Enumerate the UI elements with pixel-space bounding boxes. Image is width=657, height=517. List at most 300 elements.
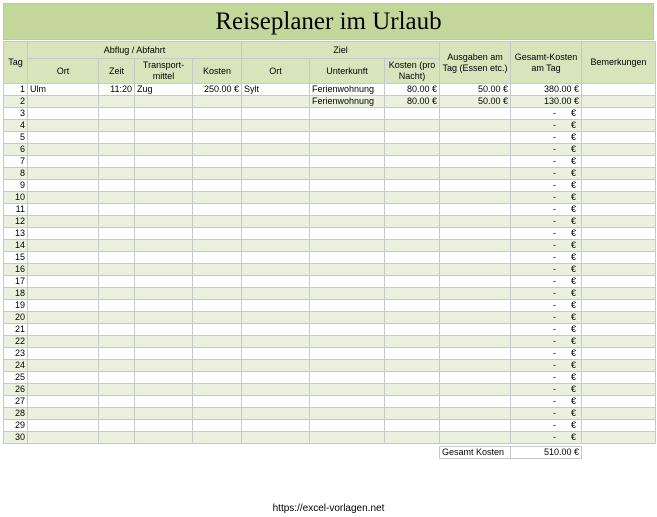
cell-ziel-ort[interactable] xyxy=(242,156,310,168)
cell-tag[interactable]: 30 xyxy=(4,432,28,444)
cell-kosten-nacht[interactable] xyxy=(385,192,440,204)
cell-transport[interactable] xyxy=(135,324,193,336)
cell-zeit[interactable] xyxy=(99,240,135,252)
cell-gesamt[interactable] xyxy=(511,192,582,204)
cell-transport[interactable] xyxy=(135,420,193,432)
cell-kosten[interactable] xyxy=(193,204,242,216)
cell-tag[interactable]: 9 xyxy=(4,180,28,192)
cell-ort[interactable] xyxy=(28,372,99,384)
cell-ausgaben[interactable] xyxy=(440,312,511,324)
cell-transport[interactable] xyxy=(135,108,193,120)
cell-kosten-nacht[interactable] xyxy=(385,312,440,324)
cell-ort[interactable] xyxy=(28,192,99,204)
cell-transport[interactable] xyxy=(135,372,193,384)
cell-zeit[interactable]: 11:20 xyxy=(99,84,135,96)
cell-ziel-ort[interactable] xyxy=(242,288,310,300)
cell-bemerkungen[interactable] xyxy=(582,360,656,372)
cell-ziel-ort[interactable] xyxy=(242,144,310,156)
cell-ausgaben[interactable] xyxy=(440,204,511,216)
cell-bemerkungen[interactable] xyxy=(582,432,656,444)
cell-bemerkungen[interactable] xyxy=(582,348,656,360)
cell-zeit[interactable] xyxy=(99,432,135,444)
cell-zeit[interactable] xyxy=(99,180,135,192)
cell-transport[interactable] xyxy=(135,168,193,180)
cell-ausgaben[interactable]: 50.00 € xyxy=(440,96,511,108)
cell-unterkunft[interactable] xyxy=(310,384,385,396)
cell-unterkunft[interactable] xyxy=(310,228,385,240)
cell-ziel-ort[interactable] xyxy=(242,420,310,432)
cell-tag[interactable]: 1 xyxy=(4,84,28,96)
cell-zeit[interactable] xyxy=(99,216,135,228)
cell-kosten-nacht[interactable] xyxy=(385,120,440,132)
cell-unterkunft[interactable] xyxy=(310,348,385,360)
cell-ziel-ort[interactable] xyxy=(242,180,310,192)
cell-gesamt[interactable] xyxy=(511,324,582,336)
cell-gesamt[interactable] xyxy=(511,204,582,216)
cell-tag[interactable]: 29 xyxy=(4,420,28,432)
cell-ort[interactable] xyxy=(28,288,99,300)
footer-url[interactable]: https://excel-vorlagen.net xyxy=(272,503,385,514)
cell-unterkunft[interactable] xyxy=(310,300,385,312)
cell-unterkunft[interactable] xyxy=(310,108,385,120)
cell-unterkunft[interactable] xyxy=(310,204,385,216)
cell-transport[interactable] xyxy=(135,396,193,408)
cell-unterkunft[interactable] xyxy=(310,312,385,324)
cell-gesamt[interactable] xyxy=(511,348,582,360)
cell-bemerkungen[interactable] xyxy=(582,396,656,408)
cell-kosten-nacht[interactable] xyxy=(385,408,440,420)
cell-tag[interactable]: 12 xyxy=(4,216,28,228)
cell-ort[interactable] xyxy=(28,312,99,324)
cell-zeit[interactable] xyxy=(99,120,135,132)
cell-ausgaben[interactable] xyxy=(440,180,511,192)
cell-zeit[interactable] xyxy=(99,420,135,432)
cell-transport[interactable] xyxy=(135,336,193,348)
cell-ort[interactable] xyxy=(28,420,99,432)
cell-transport[interactable] xyxy=(135,432,193,444)
cell-zeit[interactable] xyxy=(99,132,135,144)
cell-transport[interactable] xyxy=(135,96,193,108)
cell-unterkunft[interactable] xyxy=(310,264,385,276)
cell-kosten[interactable] xyxy=(193,312,242,324)
cell-ausgaben[interactable] xyxy=(440,396,511,408)
cell-unterkunft[interactable] xyxy=(310,276,385,288)
cell-kosten[interactable] xyxy=(193,108,242,120)
cell-gesamt[interactable] xyxy=(511,228,582,240)
cell-ziel-ort[interactable] xyxy=(242,300,310,312)
cell-kosten[interactable] xyxy=(193,432,242,444)
cell-kosten-nacht[interactable] xyxy=(385,252,440,264)
cell-zeit[interactable] xyxy=(99,192,135,204)
cell-kosten[interactable] xyxy=(193,228,242,240)
cell-kosten-nacht[interactable] xyxy=(385,300,440,312)
cell-ziel-ort[interactable] xyxy=(242,264,310,276)
cell-zeit[interactable] xyxy=(99,360,135,372)
cell-ort[interactable] xyxy=(28,108,99,120)
cell-kosten-nacht[interactable] xyxy=(385,204,440,216)
cell-ausgaben[interactable] xyxy=(440,192,511,204)
cell-ziel-ort[interactable] xyxy=(242,120,310,132)
cell-gesamt[interactable] xyxy=(511,120,582,132)
cell-gesamt[interactable] xyxy=(511,360,582,372)
cell-transport[interactable] xyxy=(135,216,193,228)
cell-ort[interactable] xyxy=(28,360,99,372)
cell-unterkunft[interactable] xyxy=(310,420,385,432)
cell-gesamt[interactable] xyxy=(511,288,582,300)
cell-bemerkungen[interactable] xyxy=(582,324,656,336)
cell-gesamt[interactable]: 130.00 € xyxy=(511,96,582,108)
cell-ziel-ort[interactable] xyxy=(242,432,310,444)
cell-ziel-ort[interactable] xyxy=(242,348,310,360)
cell-transport[interactable] xyxy=(135,348,193,360)
cell-bemerkungen[interactable] xyxy=(582,156,656,168)
cell-ort[interactable] xyxy=(28,132,99,144)
cell-kosten-nacht[interactable] xyxy=(385,372,440,384)
cell-bemerkungen[interactable] xyxy=(582,144,656,156)
cell-bemerkungen[interactable] xyxy=(582,108,656,120)
cell-kosten[interactable] xyxy=(193,372,242,384)
cell-ort[interactable] xyxy=(28,408,99,420)
cell-gesamt[interactable] xyxy=(511,372,582,384)
cell-kosten-nacht[interactable] xyxy=(385,360,440,372)
cell-zeit[interactable] xyxy=(99,372,135,384)
cell-bemerkungen[interactable] xyxy=(582,288,656,300)
cell-zeit[interactable] xyxy=(99,396,135,408)
cell-ort[interactable] xyxy=(28,156,99,168)
cell-ausgaben[interactable] xyxy=(440,276,511,288)
cell-ausgaben[interactable] xyxy=(440,324,511,336)
cell-kosten-nacht[interactable] xyxy=(385,384,440,396)
cell-tag[interactable]: 4 xyxy=(4,120,28,132)
cell-kosten[interactable] xyxy=(193,384,242,396)
cell-kosten-nacht[interactable] xyxy=(385,180,440,192)
cell-ausgaben[interactable]: 50.00 € xyxy=(440,84,511,96)
cell-ziel-ort[interactable] xyxy=(242,396,310,408)
cell-ort[interactable] xyxy=(28,324,99,336)
cell-ausgaben[interactable] xyxy=(440,120,511,132)
cell-tag[interactable]: 11 xyxy=(4,204,28,216)
cell-tag[interactable]: 22 xyxy=(4,336,28,348)
cell-transport[interactable] xyxy=(135,240,193,252)
cell-kosten-nacht[interactable] xyxy=(385,420,440,432)
cell-bemerkungen[interactable] xyxy=(582,180,656,192)
cell-tag[interactable]: 14 xyxy=(4,240,28,252)
cell-tag[interactable]: 3 xyxy=(4,108,28,120)
cell-ausgaben[interactable] xyxy=(440,300,511,312)
cell-transport[interactable] xyxy=(135,360,193,372)
cell-bemerkungen[interactable] xyxy=(582,192,656,204)
cell-transport[interactable] xyxy=(135,408,193,420)
cell-kosten-nacht[interactable] xyxy=(385,276,440,288)
cell-gesamt[interactable] xyxy=(511,108,582,120)
cell-ort[interactable] xyxy=(28,276,99,288)
cell-transport[interactable] xyxy=(135,288,193,300)
cell-unterkunft[interactable] xyxy=(310,168,385,180)
cell-bemerkungen[interactable] xyxy=(582,264,656,276)
cell-ort[interactable] xyxy=(28,300,99,312)
cell-ausgaben[interactable] xyxy=(440,408,511,420)
cell-zeit[interactable] xyxy=(99,312,135,324)
cell-kosten[interactable] xyxy=(193,276,242,288)
cell-unterkunft[interactable]: Ferienwohnung xyxy=(310,84,385,96)
cell-bemerkungen[interactable] xyxy=(582,96,656,108)
cell-transport[interactable] xyxy=(135,204,193,216)
cell-kosten-nacht[interactable] xyxy=(385,324,440,336)
cell-ort[interactable] xyxy=(28,120,99,132)
cell-ort[interactable] xyxy=(28,336,99,348)
cell-ausgaben[interactable] xyxy=(440,348,511,360)
cell-transport[interactable] xyxy=(135,144,193,156)
cell-transport[interactable] xyxy=(135,300,193,312)
cell-ziel-ort[interactable] xyxy=(242,336,310,348)
cell-ausgaben[interactable] xyxy=(440,372,511,384)
cell-kosten-nacht[interactable] xyxy=(385,396,440,408)
cell-kosten[interactable] xyxy=(193,336,242,348)
cell-tag[interactable]: 28 xyxy=(4,408,28,420)
cell-ort[interactable] xyxy=(28,432,99,444)
cell-gesamt[interactable]: 380.00 € xyxy=(511,84,582,96)
cell-gesamt[interactable] xyxy=(511,264,582,276)
cell-tag[interactable]: 20 xyxy=(4,312,28,324)
cell-bemerkungen[interactable] xyxy=(582,300,656,312)
cell-unterkunft[interactable] xyxy=(310,408,385,420)
cell-ziel-ort[interactable] xyxy=(242,324,310,336)
cell-zeit[interactable] xyxy=(99,300,135,312)
cell-tag[interactable]: 26 xyxy=(4,384,28,396)
cell-gesamt[interactable] xyxy=(511,384,582,396)
cell-gesamt[interactable] xyxy=(511,252,582,264)
cell-kosten[interactable] xyxy=(193,300,242,312)
cell-transport[interactable] xyxy=(135,312,193,324)
cell-ausgaben[interactable] xyxy=(440,228,511,240)
cell-gesamt[interactable] xyxy=(511,240,582,252)
cell-ziel-ort[interactable] xyxy=(242,360,310,372)
cell-unterkunft[interactable] xyxy=(310,180,385,192)
cell-kosten[interactable] xyxy=(193,408,242,420)
cell-gesamt[interactable] xyxy=(511,180,582,192)
cell-kosten-nacht[interactable] xyxy=(385,132,440,144)
cell-ausgaben[interactable] xyxy=(440,156,511,168)
cell-ziel-ort[interactable] xyxy=(242,204,310,216)
cell-ort[interactable] xyxy=(28,144,99,156)
cell-ort[interactable] xyxy=(28,396,99,408)
cell-zeit[interactable] xyxy=(99,144,135,156)
cell-kosten[interactable] xyxy=(193,120,242,132)
cell-kosten-nacht[interactable] xyxy=(385,288,440,300)
cell-unterkunft[interactable] xyxy=(310,372,385,384)
cell-bemerkungen[interactable] xyxy=(582,312,656,324)
cell-ausgaben[interactable] xyxy=(440,168,511,180)
cell-kosten[interactable] xyxy=(193,156,242,168)
cell-ziel-ort[interactable] xyxy=(242,408,310,420)
cell-zeit[interactable] xyxy=(99,168,135,180)
cell-gesamt[interactable] xyxy=(511,156,582,168)
cell-ausgaben[interactable] xyxy=(440,132,511,144)
cell-gesamt[interactable] xyxy=(511,408,582,420)
cell-kosten[interactable] xyxy=(193,396,242,408)
cell-ort[interactable] xyxy=(28,384,99,396)
cell-bemerkungen[interactable] xyxy=(582,420,656,432)
cell-tag[interactable]: 19 xyxy=(4,300,28,312)
cell-ort[interactable] xyxy=(28,252,99,264)
cell-zeit[interactable] xyxy=(99,108,135,120)
cell-ziel-ort[interactable]: Sylt xyxy=(242,84,310,96)
cell-kosten[interactable] xyxy=(193,324,242,336)
cell-bemerkungen[interactable] xyxy=(582,132,656,144)
cell-zeit[interactable] xyxy=(99,288,135,300)
cell-tag[interactable]: 5 xyxy=(4,132,28,144)
cell-kosten[interactable] xyxy=(193,216,242,228)
cell-ziel-ort[interactable] xyxy=(242,108,310,120)
cell-kosten-nacht[interactable] xyxy=(385,336,440,348)
cell-bemerkungen[interactable] xyxy=(582,384,656,396)
cell-kosten-nacht[interactable] xyxy=(385,156,440,168)
cell-unterkunft[interactable] xyxy=(310,216,385,228)
cell-zeit[interactable] xyxy=(99,324,135,336)
cell-zeit[interactable] xyxy=(99,96,135,108)
cell-ort[interactable] xyxy=(28,204,99,216)
cell-transport[interactable] xyxy=(135,228,193,240)
cell-kosten[interactable]: 250.00 € xyxy=(193,84,242,96)
cell-ort[interactable] xyxy=(28,240,99,252)
cell-unterkunft[interactable] xyxy=(310,336,385,348)
cell-bemerkungen[interactable] xyxy=(582,252,656,264)
cell-tag[interactable]: 25 xyxy=(4,372,28,384)
cell-bemerkungen[interactable] xyxy=(582,336,656,348)
cell-zeit[interactable] xyxy=(99,384,135,396)
cell-unterkunft[interactable]: Ferienwohnung xyxy=(310,96,385,108)
cell-kosten-nacht[interactable]: 80.00 € xyxy=(385,84,440,96)
cell-zeit[interactable] xyxy=(99,336,135,348)
cell-ausgaben[interactable] xyxy=(440,336,511,348)
cell-bemerkungen[interactable] xyxy=(582,84,656,96)
cell-ausgaben[interactable] xyxy=(440,360,511,372)
cell-tag[interactable]: 16 xyxy=(4,264,28,276)
cell-ort[interactable] xyxy=(28,228,99,240)
cell-transport[interactable] xyxy=(135,132,193,144)
cell-ausgaben[interactable] xyxy=(440,108,511,120)
cell-ausgaben[interactable] xyxy=(440,216,511,228)
cell-unterkunft[interactable] xyxy=(310,240,385,252)
cell-ziel-ort[interactable] xyxy=(242,132,310,144)
cell-unterkunft[interactable] xyxy=(310,360,385,372)
cell-gesamt[interactable] xyxy=(511,300,582,312)
cell-unterkunft[interactable] xyxy=(310,156,385,168)
cell-ort[interactable] xyxy=(28,96,99,108)
cell-kosten[interactable] xyxy=(193,264,242,276)
cell-gesamt[interactable] xyxy=(511,312,582,324)
cell-ziel-ort[interactable] xyxy=(242,276,310,288)
cell-bemerkungen[interactable] xyxy=(582,216,656,228)
cell-ziel-ort[interactable] xyxy=(242,240,310,252)
cell-transport[interactable] xyxy=(135,276,193,288)
cell-kosten[interactable] xyxy=(193,288,242,300)
cell-transport[interactable] xyxy=(135,384,193,396)
cell-ziel-ort[interactable] xyxy=(242,384,310,396)
cell-ausgaben[interactable] xyxy=(440,240,511,252)
cell-kosten[interactable] xyxy=(193,180,242,192)
cell-ziel-ort[interactable] xyxy=(242,312,310,324)
cell-ort[interactable] xyxy=(28,168,99,180)
cell-ausgaben[interactable] xyxy=(440,144,511,156)
cell-kosten-nacht[interactable] xyxy=(385,144,440,156)
cell-kosten-nacht[interactable]: 80.00 € xyxy=(385,96,440,108)
cell-unterkunft[interactable] xyxy=(310,192,385,204)
cell-transport[interactable] xyxy=(135,252,193,264)
cell-tag[interactable]: 10 xyxy=(4,192,28,204)
cell-tag[interactable]: 13 xyxy=(4,228,28,240)
cell-zeit[interactable] xyxy=(99,204,135,216)
cell-ort[interactable] xyxy=(28,216,99,228)
cell-bemerkungen[interactable] xyxy=(582,276,656,288)
cell-ausgaben[interactable] xyxy=(440,420,511,432)
cell-kosten-nacht[interactable] xyxy=(385,228,440,240)
cell-kosten[interactable] xyxy=(193,348,242,360)
cell-transport[interactable] xyxy=(135,180,193,192)
cell-bemerkungen[interactable] xyxy=(582,228,656,240)
cell-gesamt[interactable] xyxy=(511,432,582,444)
cell-kosten-nacht[interactable] xyxy=(385,432,440,444)
cell-kosten-nacht[interactable] xyxy=(385,264,440,276)
cell-kosten[interactable] xyxy=(193,360,242,372)
cell-kosten-nacht[interactable] xyxy=(385,168,440,180)
cell-transport[interactable] xyxy=(135,120,193,132)
cell-gesamt[interactable] xyxy=(511,396,582,408)
cell-bemerkungen[interactable] xyxy=(582,168,656,180)
cell-ort[interactable]: Ulm xyxy=(28,84,99,96)
cell-gesamt[interactable] xyxy=(511,144,582,156)
cell-zeit[interactable] xyxy=(99,348,135,360)
cell-unterkunft[interactable] xyxy=(310,396,385,408)
cell-tag[interactable]: 15 xyxy=(4,252,28,264)
cell-gesamt[interactable] xyxy=(511,420,582,432)
cell-zeit[interactable] xyxy=(99,264,135,276)
cell-kosten[interactable] xyxy=(193,96,242,108)
cell-gesamt[interactable] xyxy=(511,216,582,228)
cell-unterkunft[interactable] xyxy=(310,252,385,264)
cell-gesamt[interactable] xyxy=(511,132,582,144)
cell-tag[interactable]: 6 xyxy=(4,144,28,156)
cell-gesamt[interactable] xyxy=(511,276,582,288)
cell-kosten-nacht[interactable] xyxy=(385,240,440,252)
cell-tag[interactable]: 7 xyxy=(4,156,28,168)
cell-gesamt[interactable] xyxy=(511,168,582,180)
cell-kosten-nacht[interactable] xyxy=(385,108,440,120)
cell-ziel-ort[interactable] xyxy=(242,372,310,384)
cell-kosten[interactable] xyxy=(193,240,242,252)
cell-bemerkungen[interactable] xyxy=(582,120,656,132)
cell-zeit[interactable] xyxy=(99,408,135,420)
cell-gesamt[interactable] xyxy=(511,336,582,348)
cell-zeit[interactable] xyxy=(99,276,135,288)
cell-zeit[interactable] xyxy=(99,228,135,240)
cell-ziel-ort[interactable] xyxy=(242,168,310,180)
cell-unterkunft[interactable] xyxy=(310,324,385,336)
cell-unterkunft[interactable] xyxy=(310,144,385,156)
cell-bemerkungen[interactable] xyxy=(582,408,656,420)
cell-ausgaben[interactable] xyxy=(440,288,511,300)
cell-bemerkungen[interactable] xyxy=(582,240,656,252)
cell-ausgaben[interactable] xyxy=(440,264,511,276)
cell-kosten-nacht[interactable] xyxy=(385,348,440,360)
cell-tag[interactable]: 23 xyxy=(4,348,28,360)
cell-zeit[interactable] xyxy=(99,252,135,264)
cell-tag[interactable]: 27 xyxy=(4,396,28,408)
cell-bemerkungen[interactable] xyxy=(582,372,656,384)
cell-transport[interactable] xyxy=(135,264,193,276)
cell-ort[interactable] xyxy=(28,264,99,276)
cell-ort[interactable] xyxy=(28,348,99,360)
